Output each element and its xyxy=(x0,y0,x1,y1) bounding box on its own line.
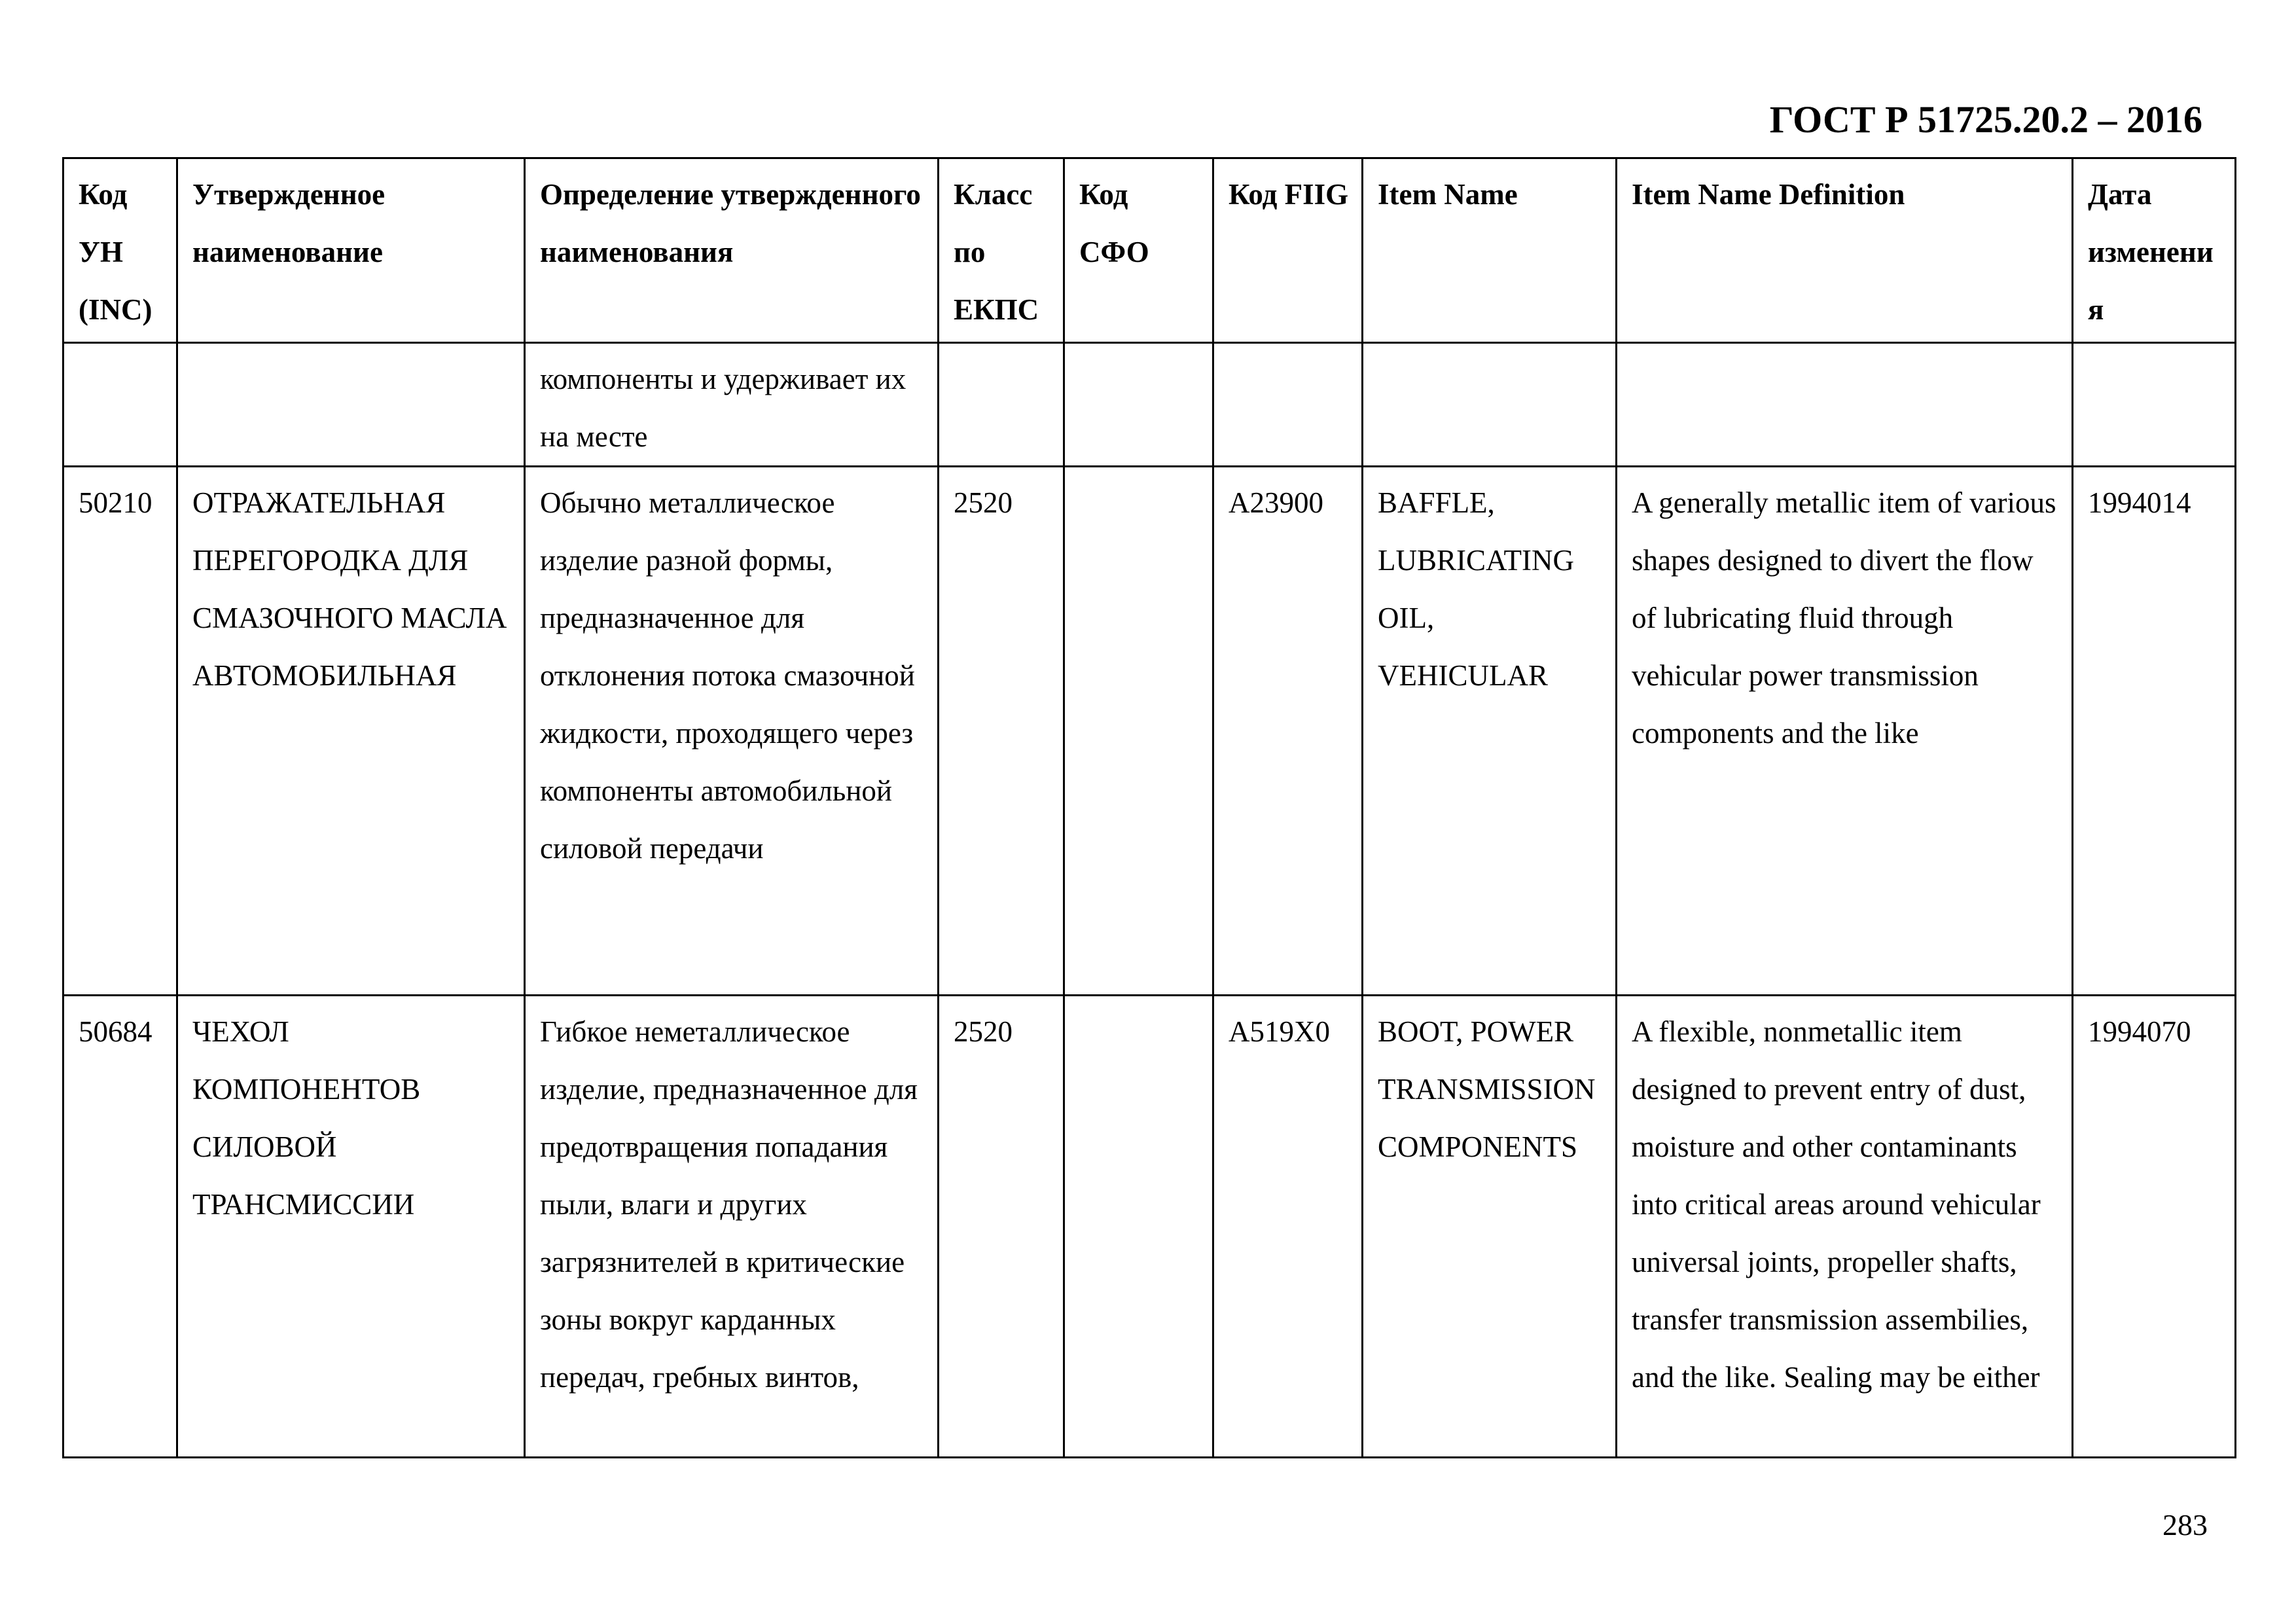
table-cell xyxy=(1064,343,1213,467)
table-cell xyxy=(2073,343,2236,467)
table-cell xyxy=(1064,996,1213,1458)
table-cell: 2520 xyxy=(939,996,1064,1458)
table-cell: Гибкое неметаллическое изделие, предназначенное для предотвращения попадания пыли, влаги и других загрязнителей в критические зоны вокруг карданных передач, гребных винтов, xyxy=(525,996,939,1458)
table-cell xyxy=(63,343,177,467)
table-cell: компоненты и удерживает их на месте xyxy=(525,343,939,467)
page-number: 283 xyxy=(2162,1508,2208,1542)
table-cell: A flexible, nonmetallic item designed to prevent entry of dust, moisture and other contaminants into critical areas around vehicular universal joints, propeller shafts, transfer transmission assembilies, and the like. Sealing may be either xyxy=(1617,996,2073,1458)
table-cell xyxy=(1213,343,1363,467)
table-cell: 50210 xyxy=(63,467,177,996)
table-cell: 1994070 xyxy=(2073,996,2236,1458)
table-cell xyxy=(1064,467,1213,996)
column-header: Определение утвержденного наименования xyxy=(525,158,939,343)
table-cell: ОТРАЖАТЕЛЬНАЯ ПЕРЕГОРОДКА ДЛЯ СМАЗОЧНОГО МАСЛА АВТОМОБИЛЬНАЯ xyxy=(177,467,525,996)
document-standard-number: ГОСТ Р 51725.20.2 – 2016 xyxy=(1769,98,2202,141)
table-cell: A generally metallic item of various shapes designed to divert the flow of lubricating fluid through vehicular power transmission components and the like xyxy=(1617,467,2073,996)
column-header: Item Name xyxy=(1363,158,1617,343)
column-header: Item Name Definition xyxy=(1617,158,2073,343)
table-cell xyxy=(1363,343,1617,467)
column-header: Код УН (INC) xyxy=(63,158,177,343)
table-cell: 2520 xyxy=(939,467,1064,996)
column-header: Код FIIG xyxy=(1213,158,1363,343)
table-row xyxy=(63,343,2236,467)
table-cell: A23900 xyxy=(1213,467,1363,996)
column-header: Утвержденное наименование xyxy=(177,158,525,343)
table-cell: ЧЕХОЛ КОМПОНЕНТОВ СИЛОВОЙ ТРАНСМИССИИ xyxy=(177,996,525,1458)
table-header-row xyxy=(63,158,2236,343)
column-header: Дата изменения xyxy=(2073,158,2236,343)
table-cell: BOOT, POWER TRANSMISSION COMPONENTS xyxy=(1363,996,1617,1458)
table-cell xyxy=(177,343,525,467)
table-row xyxy=(63,467,2236,996)
item-name-table xyxy=(62,157,2236,1458)
table-cell xyxy=(1617,343,2073,467)
table-cell: Обычно металлическое изделие разной формы, предназначенное для отклонения потока смазочной жидкости, проходящего через компоненты автомобильной силовой передачи xyxy=(525,467,939,996)
table-cell xyxy=(939,343,1064,467)
table-cell: BAFFLE, LUBRICATING OIL, VEHICULAR xyxy=(1363,467,1617,996)
column-header: Класс по ЕКПС xyxy=(939,158,1064,343)
column-header: Код СФО xyxy=(1064,158,1213,343)
table-cell: 1994014 xyxy=(2073,467,2236,996)
table-cell: A519X0 xyxy=(1213,996,1363,1458)
table-row xyxy=(63,996,2236,1458)
table-cell: 50684 xyxy=(63,996,177,1458)
